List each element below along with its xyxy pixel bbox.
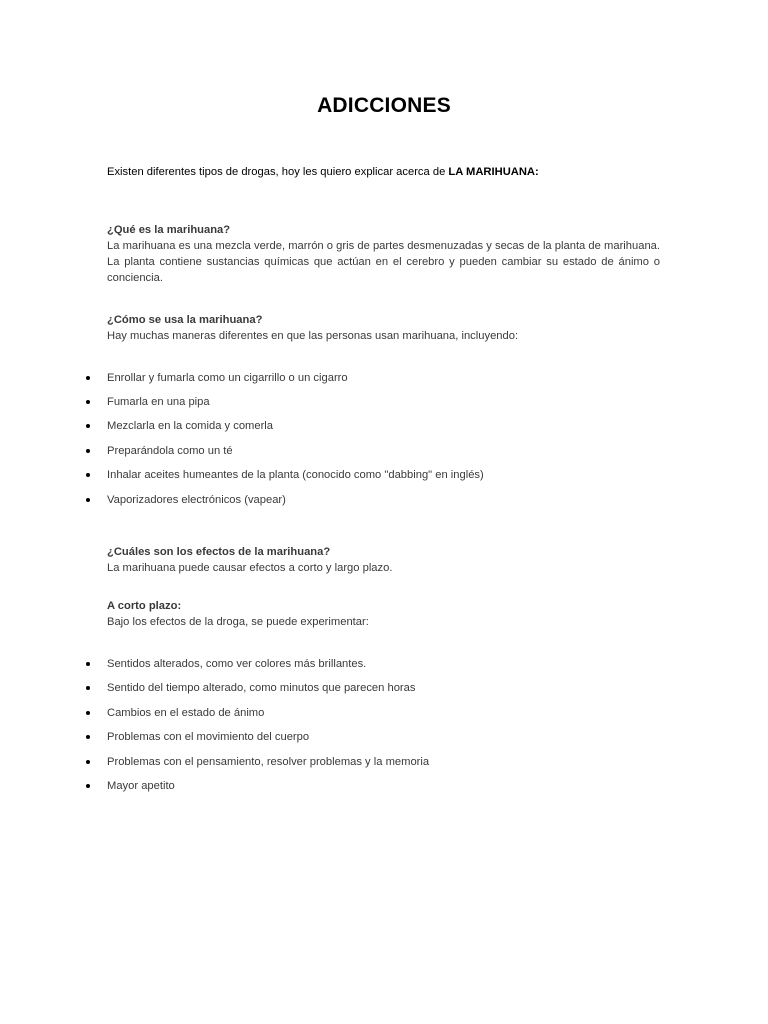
section-heading: ¿Cómo se usa la marihuana? [107,314,263,326]
list-item-text: Cambios en el estado de ánimo [107,707,265,719]
section-paragraph: La marihuana es una mezcla verde, marrón o gris de partes desmenuzadas y secas de la planta de marihuana. La planta contiene sustancias químicas que actúan en el cerebro y pueden cambiar su estado de ánimo o conciencia. [107,240,660,284]
list-item-text: Mezclarla en la comida y comerla [107,420,274,432]
list-item [0,418,768,434]
list-item-text: Problemas con el movimiento del cuerpo [107,731,310,743]
list-item [0,680,768,696]
intro-text: Existen diferentes tipos de drogas, hoy les quiero explicar acerca de [107,166,449,178]
bullet-icon [86,400,90,404]
list-item-text: Vaporizadores electrónicos (vapear) [107,494,286,506]
intro-emphasis: LA MARIHUANA: [448,166,539,178]
bullet-icon [86,424,90,428]
list-item [0,492,768,508]
list-item [0,656,768,672]
section-heading: A corto plazo: [107,600,182,612]
section-heading: ¿Cuáles son los efectos de la marihuana? [107,546,331,558]
intro-paragraph [107,164,660,180]
section-what-is [107,222,660,286]
bullet-icon [86,686,90,690]
list-item [0,370,768,386]
section-short-term [107,598,660,630]
list-item-text: Fumarla en una pipa [107,396,210,408]
bullet-icon [86,711,90,715]
section-paragraph: La marihuana puede causar efectos a corto y largo plazo. [107,562,393,574]
section-how-used [107,312,660,344]
section-effects [107,544,660,576]
list-item-text: Inhalar aceites humeantes de la planta (conocido como "dabbing" en inglés) [107,469,484,481]
list-item [0,754,768,770]
list-item-text: Preparándola como un té [107,445,233,457]
bullet-icon [86,498,90,502]
list-item [0,705,768,721]
bullet-icon [86,449,90,453]
list-item [0,394,768,410]
bullet-icon [86,784,90,788]
list-item-text: Sentidos alterados, como ver colores más brillantes. [107,658,367,670]
bullet-icon [86,662,90,666]
section-paragraph: Bajo los efectos de la droga, se puede experimentar: [107,616,369,628]
section-paragraph: Hay muchas maneras diferentes en que las personas usan marihuana, incluyendo: [107,330,519,342]
list-item [0,778,768,794]
list-item-text: Sentido del tiempo alterado, como minutos que parecen horas [107,682,416,694]
bullet-icon [86,760,90,764]
bullet-icon [86,376,90,380]
list-item-text: Mayor apetito [107,780,175,792]
list-item [0,467,768,483]
bullet-icon [86,473,90,477]
list-item-text: Enrollar y fumarla como un cigarrillo o un cigarro [107,372,348,384]
bullet-icon [86,735,90,739]
list-item-text: Problemas con el pensamiento, resolver problemas y la memoria [107,756,430,768]
list-item [0,443,768,459]
document-title: ADICCIONES [317,94,451,117]
list-item [0,729,768,745]
section-heading: ¿Qué es la marihuana? [107,224,231,236]
